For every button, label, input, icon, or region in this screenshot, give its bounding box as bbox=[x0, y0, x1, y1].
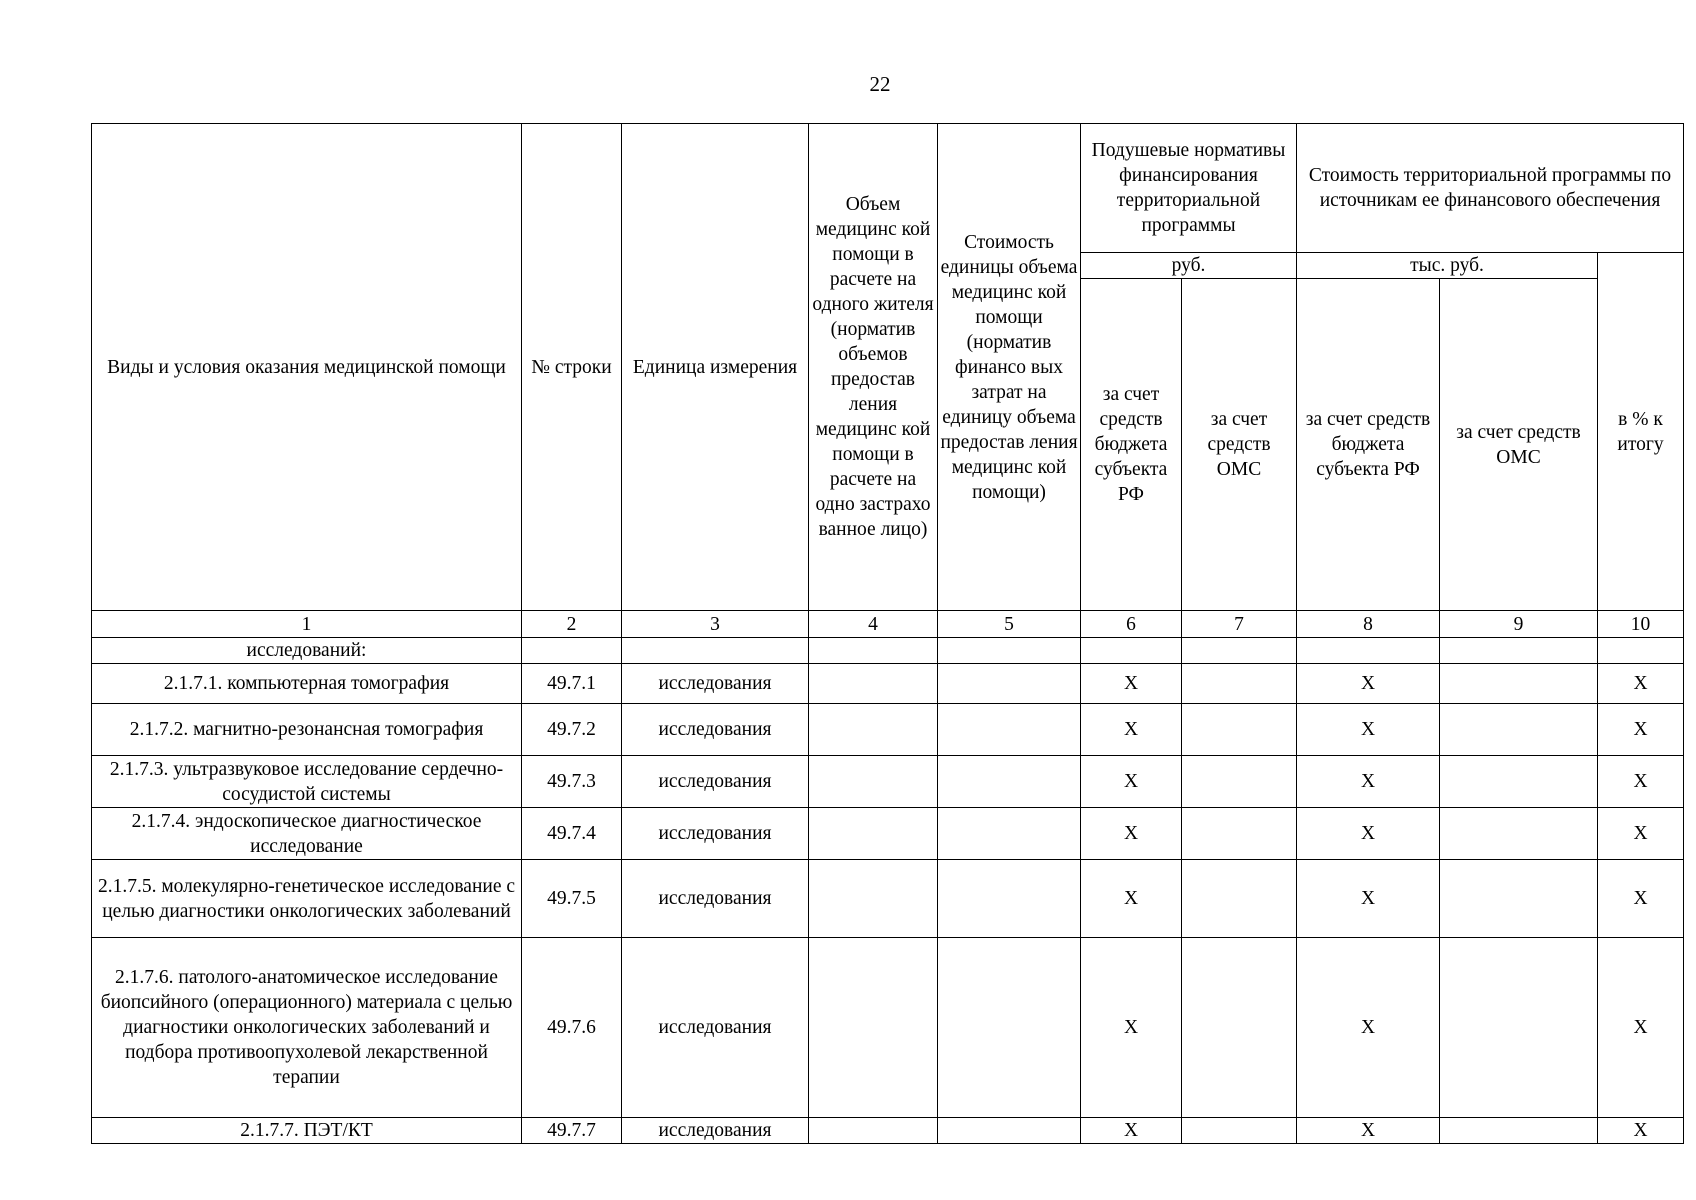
row-name: 2.1.7.4. эндоскопическое диагностическое исследование bbox=[92, 808, 522, 860]
row-c6: Х bbox=[1081, 1118, 1182, 1144]
row-unit: исследования bbox=[622, 860, 809, 938]
column-number: 10 bbox=[1598, 611, 1684, 638]
row-c4 bbox=[809, 808, 938, 860]
row-line-number: 49.7.2 bbox=[522, 704, 622, 756]
row-line-number: 49.7.6 bbox=[522, 938, 622, 1118]
header-per-capita-budget: за счет средств бюджета субъекта РФ bbox=[1081, 279, 1182, 611]
header-volume-per-resident: Объем медицинс кой помощи в расчете на одного жителя (норматив объемов предостав ления медицинс кой помощи в расчете на одно застрахо ванное лицо) bbox=[809, 124, 938, 611]
row-c10: Х bbox=[1598, 704, 1684, 756]
column-numbers-row bbox=[92, 611, 1684, 638]
row-line-number: 49.7.3 bbox=[522, 756, 622, 808]
row-c7 bbox=[1182, 808, 1297, 860]
row-c8: Х bbox=[1297, 808, 1440, 860]
row-c10: Х bbox=[1598, 808, 1684, 860]
row-c5 bbox=[938, 860, 1081, 938]
row-unit: исследования bbox=[622, 1118, 809, 1144]
table-row bbox=[92, 638, 1684, 664]
row-c8: Х bbox=[1297, 860, 1440, 938]
row-name: 2.1.7.3. ультразвуковое исследование сердечно-сосудистой системы bbox=[92, 756, 522, 808]
row-c6: Х bbox=[1081, 808, 1182, 860]
table-row bbox=[92, 1118, 1684, 1144]
header-percent-total: в % к итогу bbox=[1598, 253, 1684, 611]
header-per-capita-oms: за счет средств ОМС bbox=[1182, 279, 1297, 611]
page-number: 22 bbox=[869, 72, 891, 96]
row-c9 bbox=[1440, 756, 1598, 808]
row-unit bbox=[622, 638, 809, 664]
header-unit-thous-rub: тыс. руб. bbox=[1297, 253, 1598, 279]
row-c8: Х bbox=[1297, 704, 1440, 756]
row-c6: Х bbox=[1081, 664, 1182, 704]
table-row bbox=[92, 664, 1684, 704]
row-c7 bbox=[1182, 638, 1297, 664]
row-c5 bbox=[938, 938, 1081, 1118]
row-c7 bbox=[1182, 704, 1297, 756]
row-c8 bbox=[1297, 638, 1440, 664]
row-c10: Х bbox=[1598, 664, 1684, 704]
row-c8: Х bbox=[1297, 1118, 1440, 1144]
row-c8: Х bbox=[1297, 756, 1440, 808]
row-c5 bbox=[938, 704, 1081, 756]
row-unit: исследования bbox=[622, 704, 809, 756]
column-number: 5 bbox=[938, 611, 1081, 638]
row-name: 2.1.7.6. патолого-анатомическое исследование биопсийного (операционного) материала с целью диагностики онкологических заболеваний и подбора противоопухолевой лекарственной терапии bbox=[92, 938, 522, 1118]
row-c8: Х bbox=[1297, 664, 1440, 704]
row-c5 bbox=[938, 1118, 1081, 1144]
row-c9 bbox=[1440, 704, 1598, 756]
row-name: 2.1.7.1. компьютерная томография bbox=[92, 664, 522, 704]
row-line-number: 49.7.7 bbox=[522, 1118, 622, 1144]
row-c9 bbox=[1440, 938, 1598, 1118]
row-unit: исследования bbox=[622, 664, 809, 704]
column-number: 1 bbox=[92, 611, 522, 638]
row-unit: исследования bbox=[622, 756, 809, 808]
row-name: 2.1.7.5. молекулярно-генетическое исследование с целью диагностики онкологических заболеваний bbox=[92, 860, 522, 938]
header-line-number: № строки bbox=[522, 124, 622, 611]
row-c9 bbox=[1440, 664, 1598, 704]
row-c4 bbox=[809, 704, 938, 756]
table-row bbox=[92, 860, 1684, 938]
row-c6: Х bbox=[1081, 860, 1182, 938]
row-line-number: 49.7.1 bbox=[522, 664, 622, 704]
table-row bbox=[92, 938, 1684, 1118]
row-c10: Х bbox=[1598, 1118, 1684, 1144]
row-name: исследований: bbox=[92, 638, 522, 664]
column-number: 2 bbox=[522, 611, 622, 638]
header-cost-budget: за счет средств бюджета субъекта РФ bbox=[1297, 279, 1440, 611]
header-per-capita-group: Подушевые нормативы финансирования территориальной программы bbox=[1081, 124, 1297, 253]
header-types-conditions: Виды и условия оказания медицинской помощи bbox=[92, 124, 522, 611]
row-c9 bbox=[1440, 808, 1598, 860]
row-c4 bbox=[809, 756, 938, 808]
header-program-cost-group: Стоимость территориальной программы по источникам ее финансового обеспечения bbox=[1297, 124, 1684, 253]
row-line-number: 49.7.4 bbox=[522, 808, 622, 860]
row-c10: Х bbox=[1598, 756, 1684, 808]
row-line-number: 49.7.5 bbox=[522, 860, 622, 938]
column-number: 9 bbox=[1440, 611, 1598, 638]
column-number: 4 bbox=[809, 611, 938, 638]
row-c5 bbox=[938, 808, 1081, 860]
row-c9 bbox=[1440, 860, 1598, 938]
row-c4 bbox=[809, 860, 938, 938]
financing-table bbox=[91, 123, 1684, 1144]
row-c10: Х bbox=[1598, 860, 1684, 938]
table-row bbox=[92, 756, 1684, 808]
column-number: 3 bbox=[622, 611, 809, 638]
row-unit: исследования bbox=[622, 808, 809, 860]
column-number: 6 bbox=[1081, 611, 1182, 638]
row-c4 bbox=[809, 664, 938, 704]
row-c6 bbox=[1081, 638, 1182, 664]
row-c10: Х bbox=[1598, 938, 1684, 1118]
row-c5 bbox=[938, 756, 1081, 808]
table-row bbox=[92, 704, 1684, 756]
row-c6: Х bbox=[1081, 704, 1182, 756]
header-unit: Единица измерения bbox=[622, 124, 809, 611]
row-c7 bbox=[1182, 664, 1297, 704]
row-c4 bbox=[809, 938, 938, 1118]
row-c4 bbox=[809, 1118, 938, 1144]
row-c5 bbox=[938, 638, 1081, 664]
header-row-1 bbox=[92, 124, 1684, 253]
row-c5 bbox=[938, 664, 1081, 704]
header-unit-cost: Стоимость единицы объема медицинс кой помощи (норматив финансо вых затрат на единицу объема предостав ления медицинс кой помощи) bbox=[938, 124, 1081, 611]
row-c10 bbox=[1598, 638, 1684, 664]
row-c7 bbox=[1182, 860, 1297, 938]
header-cost-oms: за счет средств ОМС bbox=[1440, 279, 1598, 611]
row-c7 bbox=[1182, 756, 1297, 808]
row-name: 2.1.7.2. магнитно-резонансная томография bbox=[92, 704, 522, 756]
row-line-number bbox=[522, 638, 622, 664]
header-unit-rub: руб. bbox=[1081, 253, 1297, 279]
row-c6: Х bbox=[1081, 938, 1182, 1118]
row-name: 2.1.7.7. ПЭТ/КТ bbox=[92, 1118, 522, 1144]
row-c4 bbox=[809, 638, 938, 664]
column-number: 8 bbox=[1297, 611, 1440, 638]
row-c6: Х bbox=[1081, 756, 1182, 808]
row-c8: Х bbox=[1297, 938, 1440, 1118]
row-c7 bbox=[1182, 1118, 1297, 1144]
row-c7 bbox=[1182, 938, 1297, 1118]
column-number: 7 bbox=[1182, 611, 1297, 638]
row-unit: исследования bbox=[622, 938, 809, 1118]
row-c9 bbox=[1440, 1118, 1598, 1144]
row-c9 bbox=[1440, 638, 1598, 664]
table-row bbox=[92, 808, 1684, 860]
